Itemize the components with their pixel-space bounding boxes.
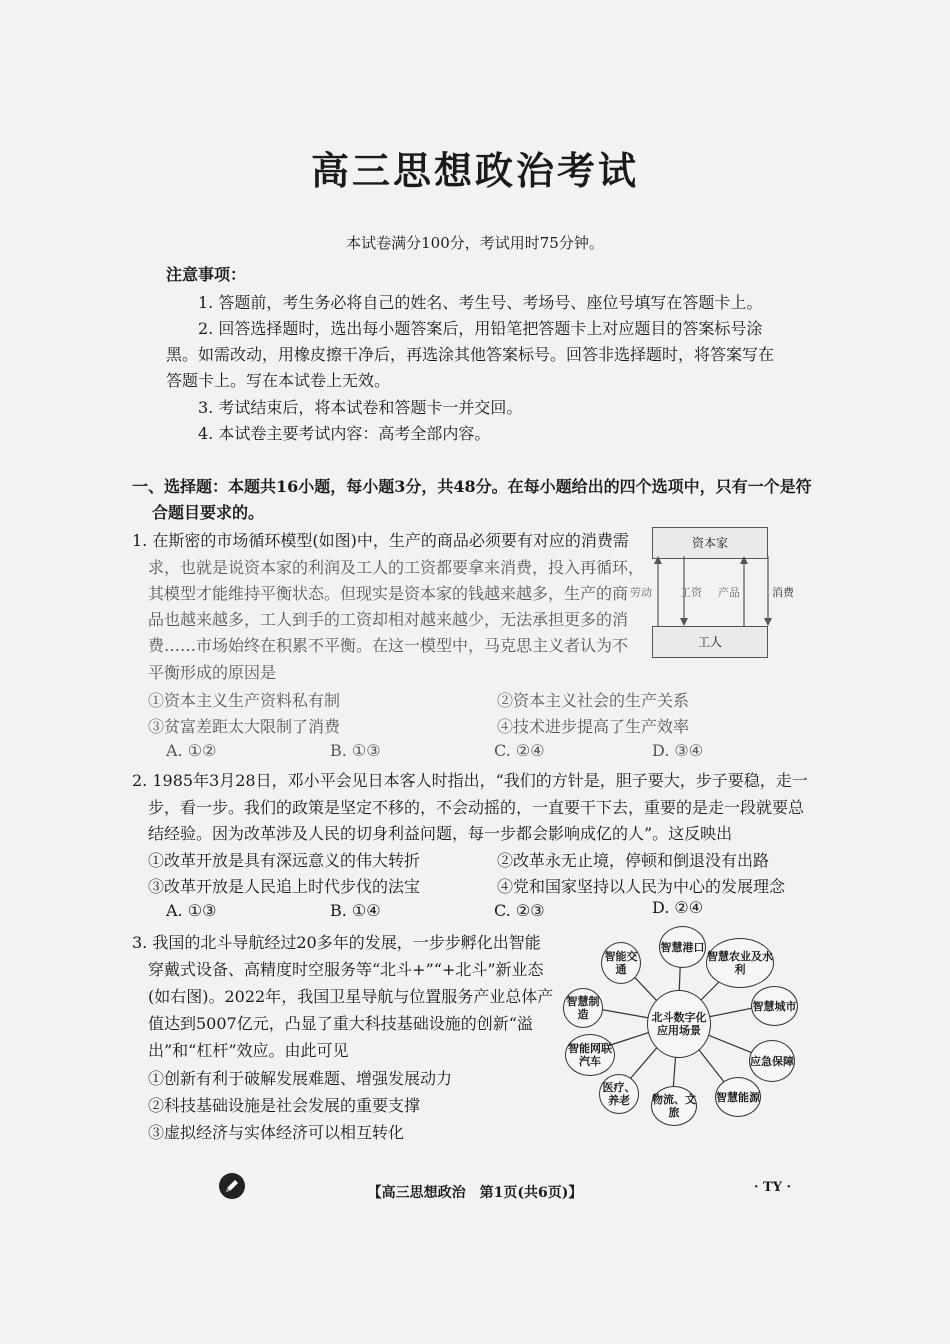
q1-stem: 费……市场始终在积累不平衡。在这一模型中，马克思主义者认为不 <box>148 636 629 655</box>
q2-answer: C. ②③ <box>494 901 545 920</box>
section-heading-cont: 合题目要求的。 <box>152 503 265 522</box>
q1-answer: B. ①③ <box>330 741 381 760</box>
q2-answer: D. ②④ <box>652 898 704 917</box>
worker-box: 工人 <box>652 626 768 658</box>
product-label: 产品 <box>718 586 740 599</box>
beidou-node: 智慧港口 <box>659 926 706 968</box>
beidou-node: 智慧城市 <box>751 986 798 1026</box>
beidou-node: 物流、文旅 <box>651 1086 697 1126</box>
q2-option: ③改革开放是人民追上时代步伐的法宝 <box>148 877 421 896</box>
exam-info: 本试卷满分100分，考试用时75分钟。 <box>346 234 604 252</box>
notice-item: 2. 回答选择题时，选出每小题答案后，用铅笔把答题卡上对应题目的答案标号涂 <box>198 319 763 338</box>
q3-stem: 出”和“杠杆”效应。由此可见 <box>148 1041 349 1060</box>
beidou-node: 智能网联汽车 <box>565 1034 615 1076</box>
q1-stem: 平衡形成的原因是 <box>148 663 277 682</box>
q3-option: ②科技基础设施是社会发展的重要支撑 <box>148 1096 421 1115</box>
q3-stem: 穿戴式设备、高精度时空服务等“北斗+”“+北斗”新业态 <box>148 960 544 979</box>
q1-answer: C. ②④ <box>494 741 545 760</box>
notice-item: 黑。如需改动，用橡皮擦干净后，再选涂其他答案标号。回答非选择题时，将答案写在 <box>166 345 775 364</box>
beidou-node: 智慧农业及水利 <box>706 938 774 988</box>
wage-label: 工资 <box>680 586 702 599</box>
notice-item: 答题卡上。写在本试卷上无效。 <box>166 371 391 390</box>
q1-option: ①资本主义生产资料私有制 <box>148 691 341 710</box>
notice-item: 1. 答题前，考生务必将自己的姓名、考生号、考场号、座位号填写在答题卡上。 <box>198 293 763 312</box>
section-heading: 一、选择题：本题共16小题，每小题3分，共48分。在每小题给出的四个选项中，只有一个是符 <box>132 477 812 496</box>
q3-option: ③虚拟经济与实体经济可以相互转化 <box>148 1123 405 1142</box>
labor-label: 劳动 <box>630 586 652 599</box>
q2-option: ②改革永无止境，停顿和倒退没有出路 <box>497 851 770 870</box>
q2-option: ①改革开放是具有深远意义的伟大转折 <box>148 851 421 870</box>
beidou-center: 北斗数字化应用场景 <box>647 990 711 1058</box>
q1-answer: A. ①② <box>166 741 217 760</box>
q1-stem: 求，也就是说资本家的利润及工人的工资都要拿来消费，投入再循环， <box>148 558 645 577</box>
q3-option: ①创新有利于破解发展难题、增强发展动力 <box>148 1069 453 1088</box>
q2-stem: 2. 1985年3月28日，邓小平会见日本客人时指出，“我们的方针是，胆子要大，步子要稳，走一 <box>132 771 808 790</box>
beidou-node: 智能交通 <box>601 942 641 984</box>
q1-option: ④技术进步提高了生产效率 <box>497 717 690 736</box>
q1-stem: 其模型才能维持平衡状态。但现实是资本家的钱越来越多，生产的商 <box>148 584 629 603</box>
q2-option: ④党和国家坚持以人民为中心的发展理念 <box>497 877 786 896</box>
q3-stem: 3. 我国的北斗导航经过20多年的发展，一步步孵化出智能 <box>132 933 541 952</box>
page-footer: 【高三思想政治 第1页(共6页)】 <box>367 1185 583 1201</box>
beidou-node: 应急保障 <box>749 1040 795 1082</box>
q3-stem: (如右图)。2022年，我国卫星导航与位置服务产业总体产 <box>148 987 554 1006</box>
notice-heading: 注意事项： <box>166 265 247 284</box>
cycle-arrows <box>640 556 790 628</box>
beidou-node: 智慧制造 <box>563 988 603 1028</box>
q1-stem: 品也越来越多，工人到手的工资却相对越来越少，无法承担更多的消 <box>148 610 629 629</box>
page-title: 高三思想政治考试 <box>310 148 639 193</box>
q1-answer: D. ③④ <box>652 741 704 760</box>
beidou-node: 智慧能源 <box>715 1077 761 1117</box>
q3-stem: 值达到5007亿元，凸显了重大科技基础设施的创新“溢 <box>148 1014 533 1033</box>
q1-option: ②资本主义社会的生产关系 <box>497 691 690 710</box>
notice-item: 4. 本试卷主要考试内容：高考全部内容。 <box>198 424 491 443</box>
q2-stem: 结经验。因为改革涉及人民的切身利益问题，每一步都会影响成亿的人”。这反映出 <box>148 824 733 843</box>
q1-stem: 1. 在斯密的市场循环模型(如图)中，生产的商品必须要有对应的消费需 <box>132 531 629 550</box>
beidou-node: 医疗、养老 <box>599 1074 639 1114</box>
q2-answer: A. ①③ <box>166 901 217 920</box>
consumption-label: 消费 <box>772 586 794 599</box>
q2-stem: 步，看一步。我们的政策是坚定不移的，不会动摇的，一直要干下去，重要的是走一段就要总 <box>148 798 805 817</box>
q1-option: ③贫富差距太大限制了消费 <box>148 717 341 736</box>
q2-answer: B. ①④ <box>330 901 381 920</box>
capitalist-box: 资本家 <box>652 527 768 559</box>
corner-mark: · TY · <box>754 1180 792 1195</box>
notice-item: 3. 考试结束后，将本试卷和答题卡一并交回。 <box>198 398 523 417</box>
